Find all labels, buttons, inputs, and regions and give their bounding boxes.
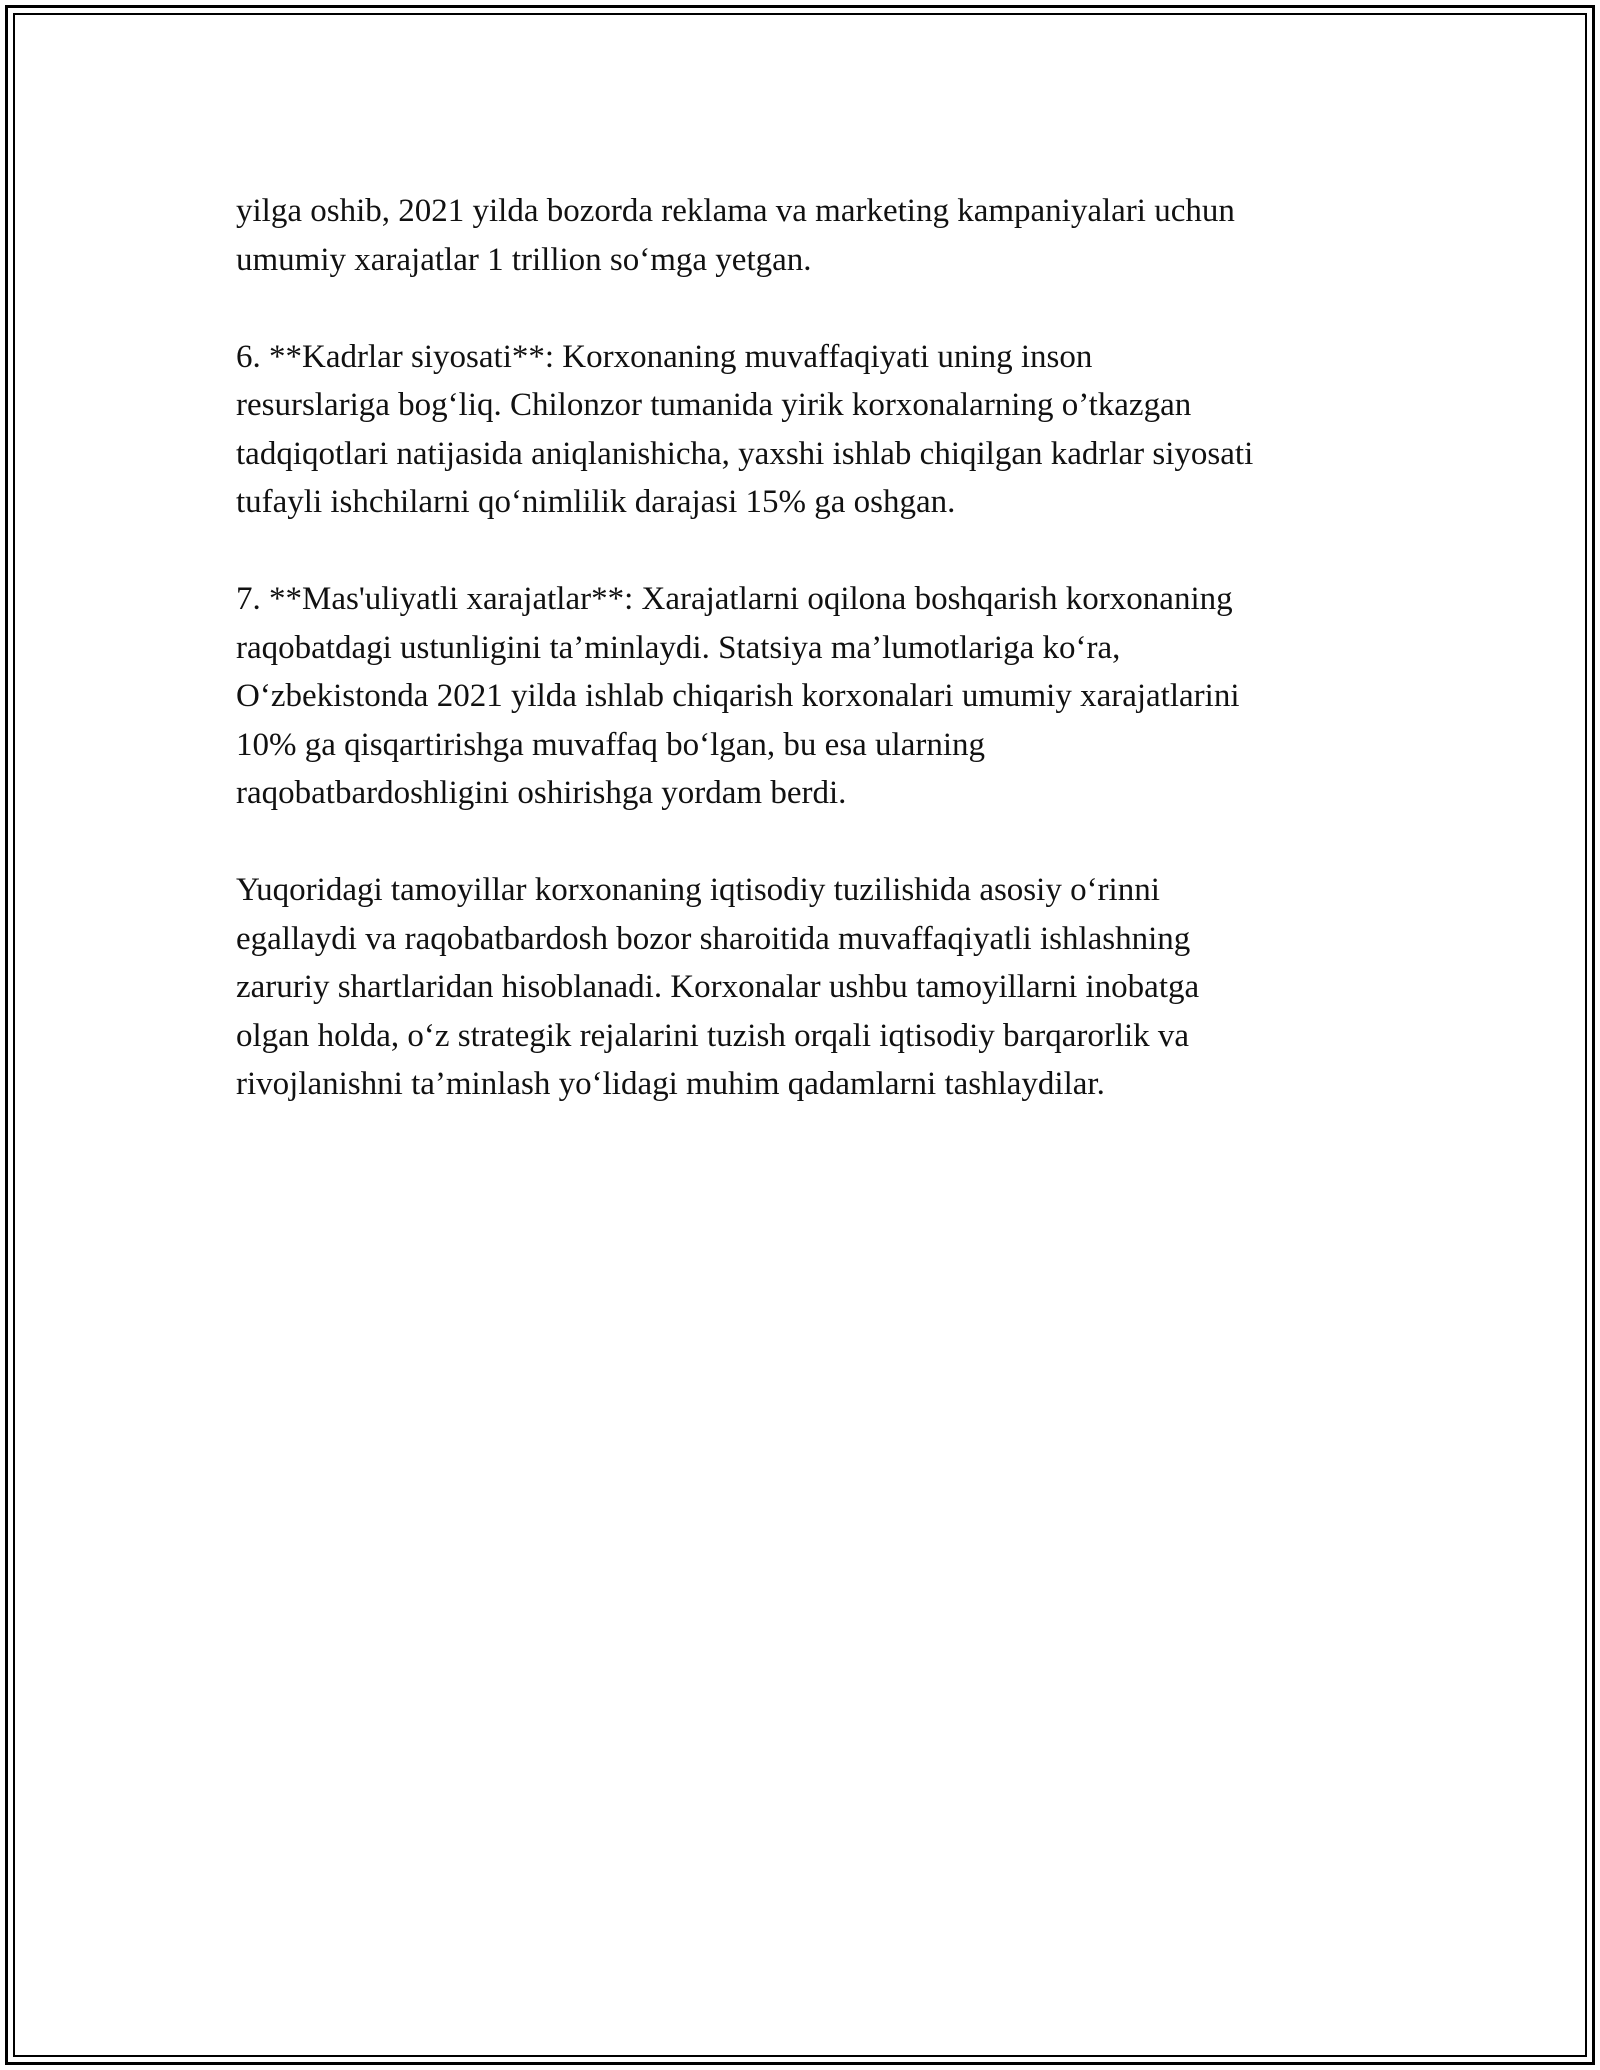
paragraph-kadrlar-siyosati: [236, 333, 1396, 527]
text-line: rivojlanishni ta’minlash yo‘lidagi muhim qadamlarni tashlaydilar.: [236, 1066, 1105, 1102]
text-line: resurslariga bog‘liq. Chilonzor tumanida yirik korxonalarning o’tkazgan: [236, 387, 1192, 423]
text-line: tadqiqotlari natijasida aniqlanishicha, yaxshi ishlab chiqilgan kadrlar siyosati: [236, 435, 1254, 472]
text-line: umumiy xarajatlar 1 trillion so‘mga yetgan.: [236, 241, 812, 278]
text-line: O‘zbekistonda 2021 yilda ishlab chiqarish korxonalari umumiy xarajatlarini: [236, 678, 1240, 714]
text-line: Yuqoridagi tamoyillar korxonaning iqtisodiy tuzilishida asosiy o‘rinni: [236, 872, 1160, 908]
text-line: 6. **Kadrlar siyosati**: Korxonaning muvaffaqiyati uning inson: [236, 338, 1093, 375]
paragraph-conclusion: [236, 866, 1396, 1109]
document-body: [236, 187, 1396, 1157]
text-line: yilga oshib, 2021 yilda bozorda reklama va marketing kampaniyalari uchun: [236, 193, 1235, 229]
text-line: raqobatdagi ustunligini ta’minlaydi. Statsiya ma’lumotlariga ko‘ra,: [236, 629, 1121, 666]
text-line: 10% ga qisqartirishga muvaffaq bo‘lgan, bu esa ularning: [236, 726, 986, 763]
text-line: tufayli ishchilarni qo‘nimlilik darajasi 15% ga oshgan.: [236, 484, 956, 520]
text-line: egallaydi va raqobatbardosh bozor sharoitida muvaffaqiyatli ishlashning: [236, 920, 1191, 957]
text-line: 7. **Mas'uliyatli xarajatlar**: Xarajatlarni oqilona boshqarish korxonaning: [236, 581, 1233, 617]
text-line: zaruriy shartlaridan hisoblanadi. Korxonalar ushbu tamoyillarni inobatga: [236, 969, 1200, 1005]
text-line: raqobatbardoshligini oshirishga yordam berdi.: [236, 775, 847, 811]
paragraph-continuation: [236, 187, 1396, 284]
paragraph-masuliyatli-xarajatlar: [236, 575, 1396, 818]
text-line: olgan holda, o‘z strategik rejalarini tuzish orqali iqtisodiy barqarorlik va: [236, 1017, 1190, 1054]
